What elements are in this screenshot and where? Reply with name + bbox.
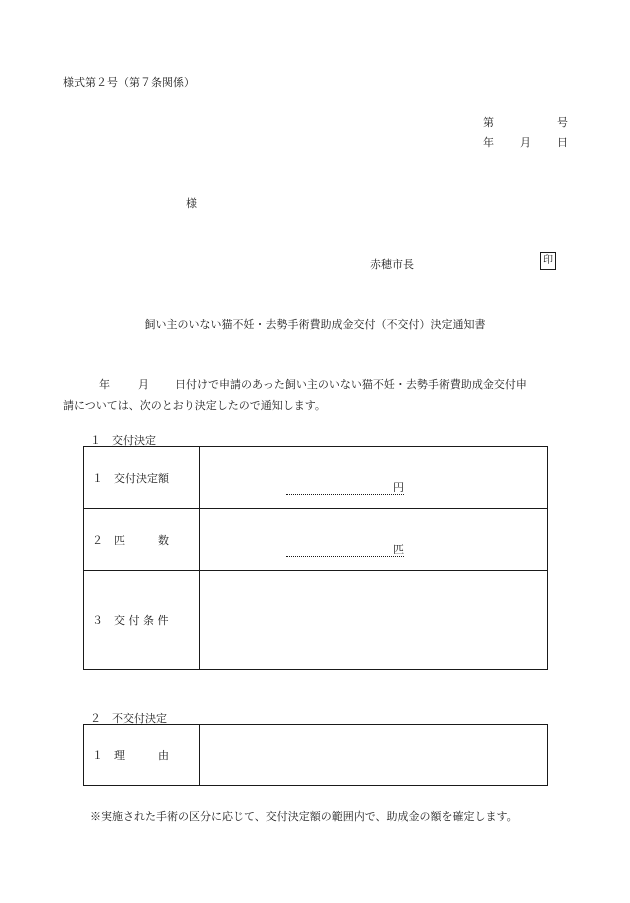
table-row [84,571,548,670]
body-line-2: 請については、次のとおり決定したので通知します。 [63,399,326,412]
table-row [84,447,548,509]
seal-mark: 印 [540,252,556,270]
table-row [84,725,548,786]
number-suffix: 号 [557,116,568,129]
form-number: 様式第２号（第７条関係） [63,76,195,89]
row-label-text: 匹 数 [114,533,169,547]
footnote: ※実施された手術の区分に応じて、交付決定額の範囲内で、助成金の額を確定します。 [90,810,518,823]
cat-count-cell[interactable] [200,509,548,571]
row-number: １ [92,749,103,762]
addressee-honorific: 様 [186,197,197,210]
row-number: １ [92,471,103,485]
grant-amount-cell[interactable] [200,447,548,509]
reason-cell[interactable] [200,725,548,786]
row-label [84,725,200,786]
section-heading-grant: １ 交付決定 [90,434,156,447]
table-row [84,509,548,571]
date-year: 年 [483,136,494,149]
row-label [84,447,200,509]
yen-unit: 円 [393,481,404,494]
issuer-name: 赤穂市長 [370,258,414,271]
nongrant-decision-table [83,724,548,786]
number-prefix: 第 [483,116,494,129]
row-label-text: 交 付 条 件 [114,614,169,627]
row-label-text: 交付決定額 [114,471,169,485]
section-heading-nongrant: ２ 不交付決定 [90,712,167,725]
row-number: ２ [92,533,103,547]
document-title: 飼い主のいない猫不妊・去勢手術費助成金交付（不交付）決定通知書 [144,318,486,331]
grant-conditions-cell[interactable] [200,571,548,670]
count-unit: 匹 [393,543,404,556]
amount-underline [286,482,404,495]
grant-decision-table [83,446,548,670]
count-underline [286,544,404,557]
row-label [84,509,200,571]
row-label-text: 理 由 [114,749,169,762]
row-number: ３ [92,614,103,627]
date-month: 月 [520,136,531,149]
body-month: 月 [138,378,149,391]
body-text: 日付けで申請のあった飼い主のいない猫不妊・去勢手術費助成金交付申 [175,378,527,391]
body-year: 年 [99,378,110,391]
row-label [84,571,200,670]
date-day: 日 [557,136,568,149]
